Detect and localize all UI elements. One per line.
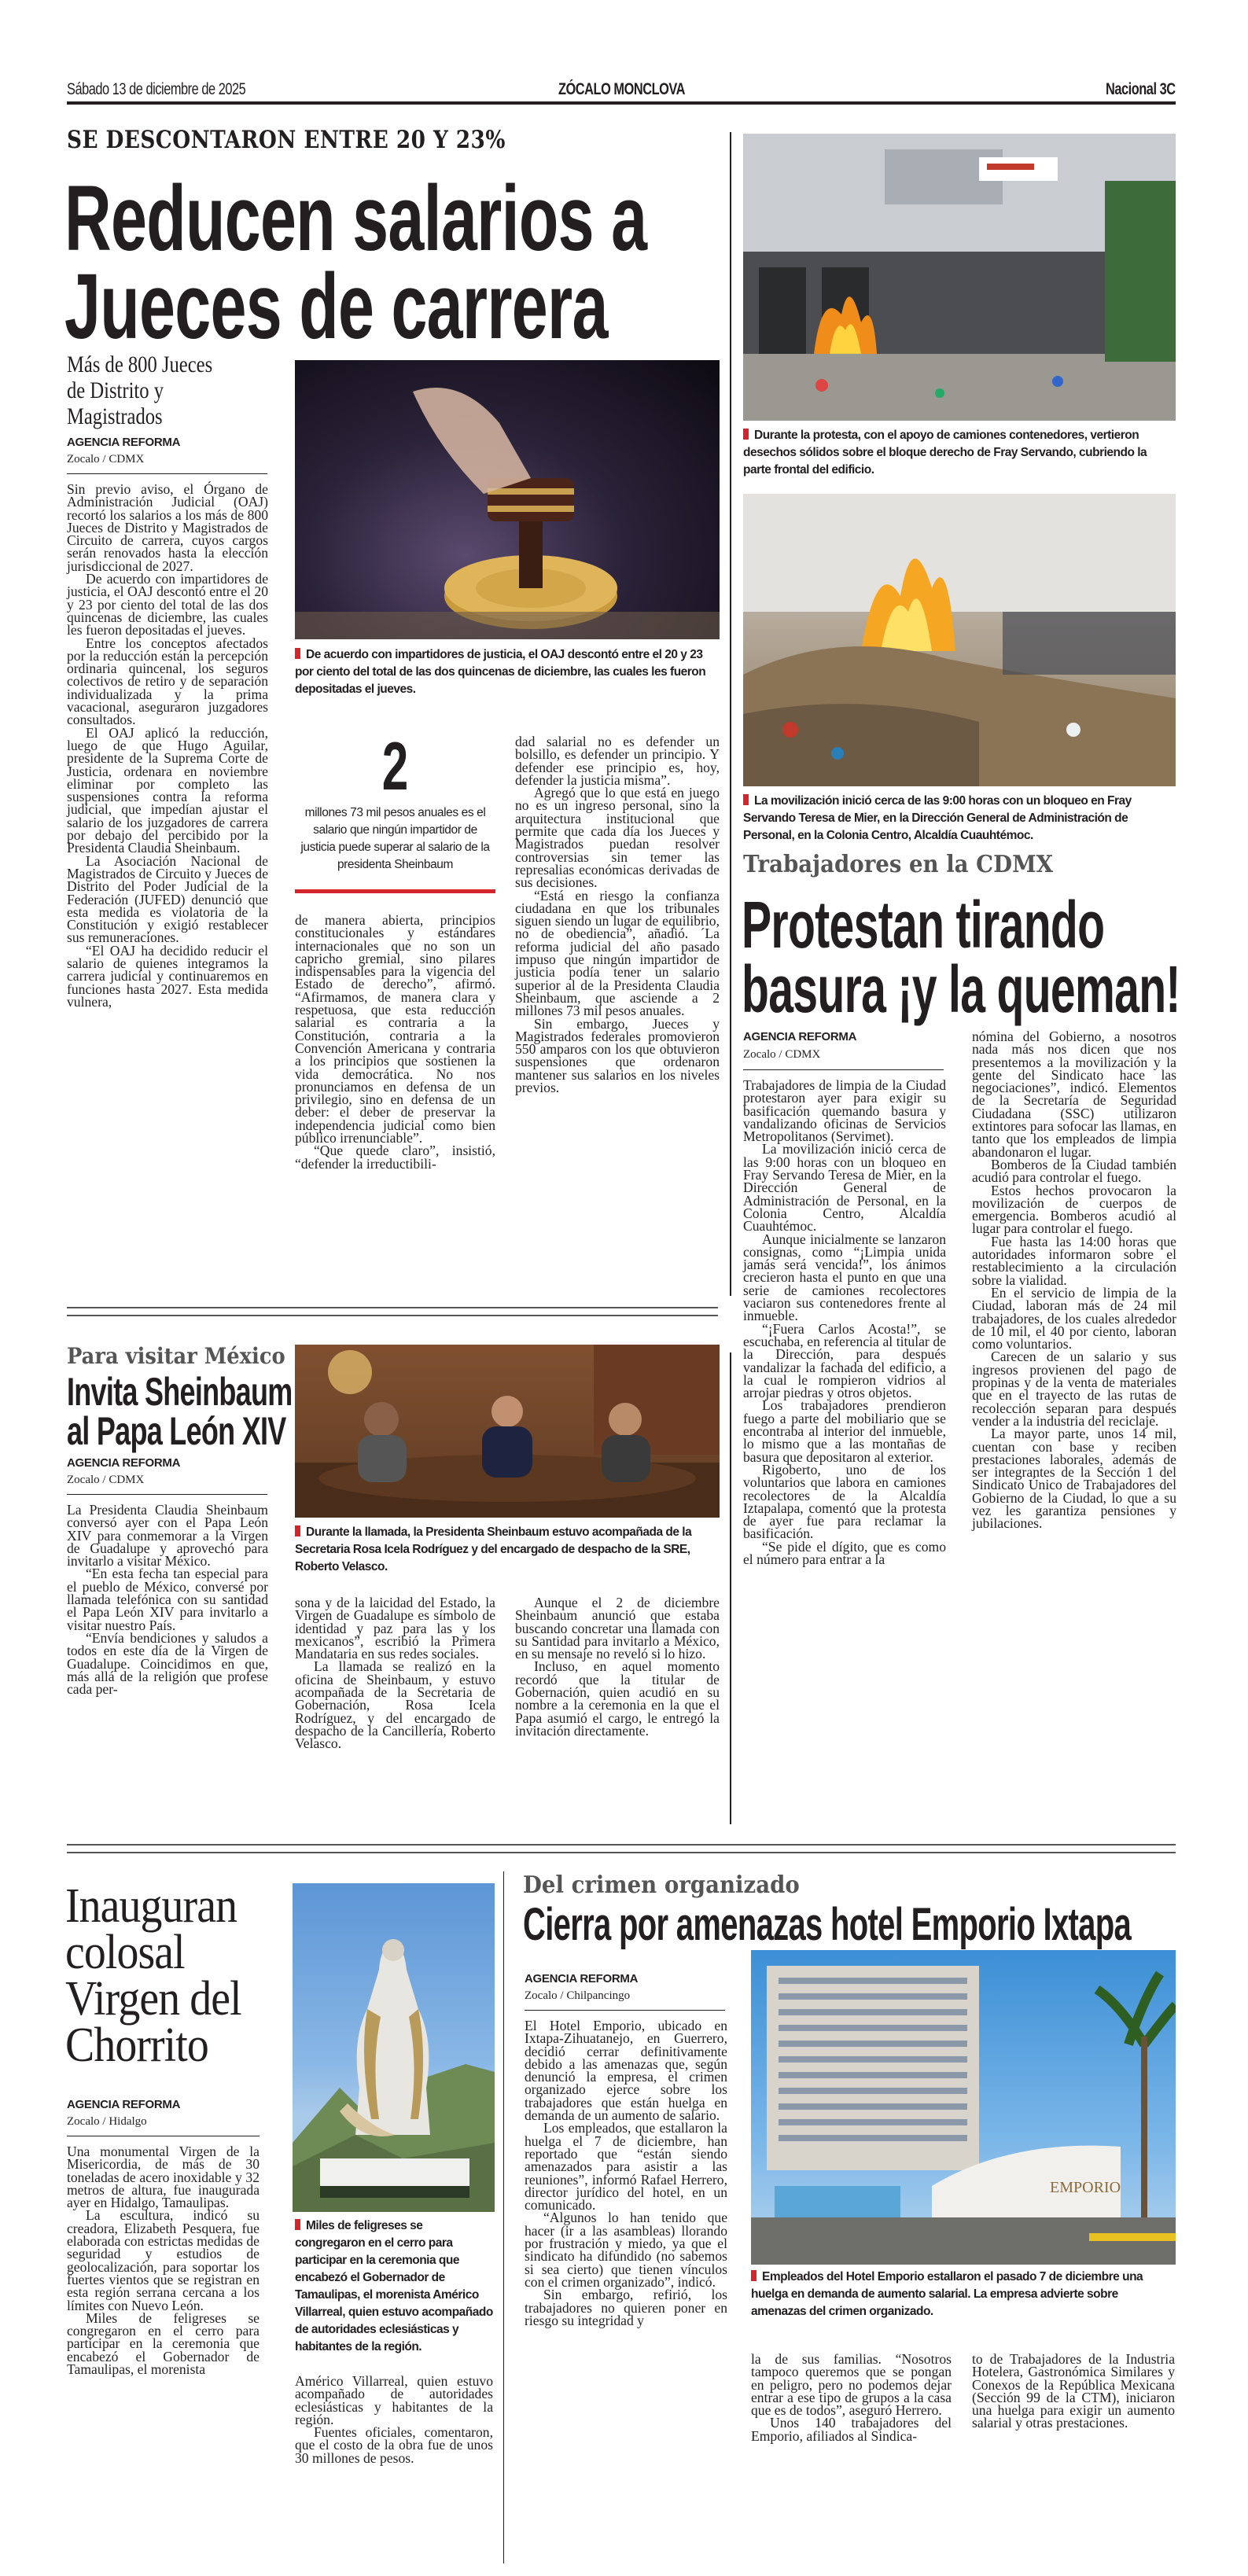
article-column: El Hotel Emporio, ubicado en Ixtapa-Zihuatanejo, en Guerrero, decidió cerrar definitivamente debido a las amenazas que, según denunció la empresa, el crimen organizado ejerce sobre los trabajadores que están huelga en demanda de un aumento de salario. Los empleados, que estallaron la huelga el 7 de diciembre, han reportado que “están siendo amenazados para asistir a las reuniones”, informó Rafael Herrero, director jurídico del hotel, en un comunicado. “Algunos lo han tenido que hacer (ir a las asambleas) llorando por frustración y miedo, ya que el sindicato ha difundido (no sabemos si sea cierto) que tienen vínculos con el crimen organizado”, indicó. Sin embargo, refirió, los trabajadores no quieren poner en riesgo su integridad y (525, 2018, 727, 2328)
meeting-icon (295, 1345, 720, 1518)
fire-at-building-photo (743, 134, 1176, 421)
stat-number: 2 (381, 729, 409, 804)
gavel-photo (295, 360, 720, 639)
fire-icon (743, 494, 1176, 786)
article-column: La Presidenta Claudia Sheinbaum conversó ayer con el Papa León XIV para conmemorar a la Virgen de Guadalupe y aprovechó para invitarlo a visitar México. “En esta fecha tan especial para el pueblo de México, conversé por llamada telefónica con su santidad el Papa León XIV para invitarlo a visitar nuestro País. “Envía bendiciones y saludos a todos en este día de la Virgen de Guadalupe. Coincidimos en que, más allá de la religión que profese cada per- (67, 1502, 268, 1698)
kicker: Para visitar México (67, 1343, 285, 1369)
article-column: Sin previo aviso, el Órgano de Administración Judicial (OAJ) recortó los salarios a los más de 800 Jueces de Distrito y Magistrados de Circuito de carrera, cuyos cargos serán renovados hasta la elección jurisdiccional de 2027. De acuerdo con impartidores de justicia, el OAJ descontó entre el 20 y 23 por ciento del total de las dos quincenas de diciembre, las cuales les fueron depositadas el jueves. Entre los conceptos afectados por la reducción están la percepción ordinaria quincenal, los seguros colectivos de retiro y de separación individualizada y la prima vacacional, aseguraron juzgadores consultados. El OAJ aplicó la reducción, luego de que Hugo Aguilar, presidente de la Suprema Corte de Justicia, ordenara en noviembre eliminar por completo las suspensiones contra la reforma judicial, que impedían ajustar el salario de los juzgadores de carrera por debajo del percibido por la Presidenta Claudia Sheinbaum. La Asociación Nacional de Magistrados de Circuito y Jueces de Distrito del Poder Judicial de la Federación (JUFED) denunció que esta medida es violatoria de la Constitución y exigió restablecer sus remuneraciones. “El OAJ ha decidido reducir el salario de quienes integramos la carrera judicial y continuaremos en funciones hasta 2027. Esta medida vulnera, (67, 481, 268, 1010)
headline (742, 888, 1180, 1026)
article-column: Américo Villarreal, quien estuvo acompañado de autoridades eclesiásticas y habitantes de la región. Fuentes oficiales, comentaron, que el costo de la obra fue de unos 30 millones de pesos. (295, 2373, 493, 2466)
photo-caption: Durante la protesta, con el apoyo de camiones contenedores, vertieron desechos sólidos sobre el bloque derecho de Fray Servando, cubriendo la parte frontal del edificio. (743, 429, 1147, 477)
stat-accent-bar (295, 889, 495, 893)
article-column: to de Trabajadores de la Industria Hotelera, Gastronómica Similares y Conexos de la República Mexicana (Sección 99 de la CTM), iniciaron una huelga para exigir un aumento salarial y otras prestaciones. (972, 2351, 1175, 2431)
byline: AGENCIA REFORMA (743, 1030, 857, 1043)
headline-line: colosal (65, 1926, 185, 1979)
publication-name: ZÓCALO MONCLOVA (558, 80, 686, 98)
byline: AGENCIA REFORMA (67, 2098, 181, 2111)
column-divider (503, 1871, 504, 2563)
article-column: Aunque el 2 de diciembre Sheinbaum anunció que estaba buscando concretar una llamada con su Santidad para invitarlo a México, en su mensaje no reveló si lo hizo. Incluso, en aquel momento recordó que la titular de Gobernación, quien acudió en su nombre a la ceremonia en la que el Papa asumió el cargo, le entregó la invitación directamente. (515, 1595, 720, 1739)
article-column: sona y de la laicidad del Estado, la Virgen de Guadalupe es símbolo de identidad y paz para las y los mexicanos”, escribió la Primera Mandataria en sus redes sociales. La llamada se realizó en la oficina de Sheinbaum, y estuvo acompañada de la Secretaria de Gobernación, Rosa Icela Rodríguez, y del encargado de despacho de la Cancillería, Roberto Velasco. (295, 1595, 495, 1752)
gavel-icon (295, 360, 720, 639)
dateline: Zocalo / Hidalgo (67, 2115, 147, 2128)
article-column: dad salarial no es defender un bolsillo, es defender un principio. Y defender ese principio es, hoy, defender la justicia misma”. Agregó que lo que está en juego no es un ingreso personal, sino la arquitectura institucional que permite que cada día los Jueces y Magistrados puedan resolver controversias sin temer las represalias económicas derivadas de sus decisiones. “Está en riesgo la confianza ciudadana en que los tribunales siguen siendo un lugar de equilibrio, no de obediencia”, añadió. ´La reforma judicial del año pasado impuso que ningún impartidor de justicia podía tener un salario superior al de la Presidenta Claudia Sheinbaum, que asciende a 2 millones 73 mil pesos anuales. Sin embargo, Jueces y Magistrados federales promovieron 550 amparos con los que obtuvieron suspensiones que ordenaron mantener sus salarios en los niveles previos. (515, 734, 720, 1096)
virgin-statue-photo (293, 1883, 495, 2212)
section-rule (67, 1315, 718, 1316)
hotel-emporio-photo (751, 1950, 1176, 2265)
byline-rule (743, 1069, 944, 1070)
dateline: Zocalo / CDMX (67, 1474, 145, 1486)
photo-caption: Miles de feligreses se congregaron en el cerro para participar en la ceremonia que encabezó el Gobernador de Tamaulipas, el morenista Américo Villarreal, quien estuvo acompañado de autoridades eclesiásticas y habitantes de la región. (295, 2219, 493, 2353)
section-rule (67, 1307, 718, 1308)
article-column: Una monumental Virgen de la Misericordia, de más de 30 toneladas de acero inoxidable y 32 metros de altura, fue inaugurada ayer en Hidalgo, Tamaulipas. La escultura, indicó su creadora, Elizabeth Pesquera, fue elaborada con estrictas medidas de seguridad y estudios de geolocalización, para soportar los fuertes vientos que se registran en esta región serrana cercana a los límites con Nuevo León. Miles de feligreses se congregaron en el cerro para participar en la ceremonia que encabezó el Gobernador de Tamaulipas, el morenista (67, 2144, 260, 2378)
caption-marker-icon (295, 1525, 300, 1536)
dateline: Zocalo / CDMX (743, 1048, 821, 1061)
headline-line: Invita Sheinbaum (67, 1370, 293, 1414)
headline (65, 1879, 249, 2072)
section-rule (67, 1844, 1176, 1846)
headline-line: Chorrito (65, 2018, 208, 2072)
headline-line: Virgen del (65, 1972, 241, 2026)
headline-line: Protestan tirando (742, 888, 1105, 962)
section-page: Nacional 3C (1106, 80, 1176, 98)
header-rule (67, 101, 1176, 105)
photo-caption: De acuerdo con impartidores de justicia, el OAJ descontó entre el 20 y 23 por ciento del total de las dos quincenas de diciembre, las cuales les fueron depositadas el jueves. (295, 648, 706, 696)
subtitle: Más de 800 Jueces de Distrito y Magistrados (67, 351, 213, 429)
headline-line: al Papa León XIV (67, 1409, 286, 1453)
hotel-building-icon (751, 1950, 1176, 2265)
sheinbaum-office-photo (295, 1345, 720, 1518)
article-column: nómina del Gobierno, a nosotros nada más nos dicen que nos presentemos a la movilización y la gente del Sindicato hace las negociaciones”, indicó. Elementos de la Secretaría de Seguridad Ciudadana (SSC) utilizaron extintores para sofocar las llamas, en tanto que los empleados de limpia abandonaron el lugar. Bomberos de la Ciudad también acudió para controlar el fuego. Estos hechos provocaron la movilización de cuerpos de emergencia. Bomberos acudió al lugar para controlar el fuego. Fue hasta las 14:00 horas que autoridades informaron sobre el restablecimiento a la circulación sobre la vialidad. En el servicio de limpia de la Ciudad, laboran más de 24 mil trabajadores, de los cuales alrededor de 10 mil, el 40 por ciento, laboran como voluntarios. Carecen de un salario y sus ingresos provienen del pago de propinas y de la venta de materiales que en el trayecto de las rutas de recolección separan para después vender a la industria del reciclaje. La mayor parte, unos 14 mil, cuentan con base y reciben prestaciones laborales, además de ser integrantes de la Sección 1 del Sindicato Único de Trabajadores del Gobierno de la Ciudad, lo que a su vez les garantiza pensiones y jubilaciones. (972, 1029, 1176, 1532)
byline: AGENCIA REFORMA (67, 436, 181, 449)
dateline: Zocalo / Chilpancingo (525, 1989, 631, 2002)
kicker: Trabajadores en la CDMX (743, 851, 1054, 878)
headline (67, 1372, 293, 1451)
kicker: SE DESCONTARON ENTRE 20 Y 23% (67, 126, 506, 154)
byline: AGENCIA REFORMA (67, 1456, 181, 1470)
kicker: Del crimen organizado (523, 1871, 800, 1899)
headline (64, 167, 647, 359)
issue-date: Sábado 13 de diciembre de 2025 (67, 80, 246, 98)
headline-line: basura ¡y la queman! (742, 952, 1180, 1026)
article-column: de manera abierta, principios constitucionales y estándares internacionales que no son un capricho gremial, sino pilares indispensables para la vigencia del Estado de derecho”, afirmó. “Afirmamos, de manera clara y respetuosa, que esta reducción salarial es contraria a la Constitución, contraria a la Convención Americana y contraria a los principios que sostienen la vida democrática. No nos pronunciamos en defensa de un privilegio, sino en defensa de un deber: el deber de preservar la independencia judicial como bien público irrenunciable”. “Que quede claro”, insistió, “defender la irreductibili- (295, 912, 495, 1172)
article-column: la de sus familias. “Nosotros tampoco queremos que se pongan en peligro, pero no podemos dejar entrar a ese tipo de grupos a la casa que es de todos”, aseguró Herrero. Unos 140 trabajadores del Emporio, afiliados al Sindica- (751, 2351, 952, 2444)
caption-marker-icon (751, 2270, 757, 2281)
photo-caption: La movilización inició cerca de las 9:00 horas con un bloqueo en Fray Servando Teresa de Mier, en la Dirección General de Administración de Personal, en la Colonia Centro, Alcaldía Cuauhtémoc. (743, 794, 1132, 842)
caption-marker-icon (743, 794, 749, 805)
section-rule (67, 1852, 1176, 1853)
caption-marker-icon (295, 2219, 300, 2230)
article-column: Trabajadores de limpia de la Ciudad protestaron ayer para exigir su basificación quemando basura y vandalizando oficinas de Servicios Metropolitanos (Servimet). La movilización inició cerca de las 9:00 horas con un bloqueo en Fray Servando Teresa de Mier, en la Dirección General de Administración de Personal, en la Colonia Centro, Alcaldía Cuauhtémoc. Aunque inicialmente se lanzaron consignas, como “¡Limpia unida jamás será vencida!”, los ánimos crecieron hasta el punto en que una serie de camiones recolectores vaciaron sus contenedores frente al inmueble. “¡Fuera Carlos Acosta!”, se escuchaba, en referencia al titular de la Dirección, para después vandalizar la fachada del edificio, a la cual le rompieron vidrios al arrojar piedras y otros objetos. Los trabajadores prendieron fuego a parte del mobiliario que se encontraba al interior del inmueble, lo mismo que a las montañas de basura que depositaron al exterior. Rigoberto, uno de los voluntarios que labora en camiones recolectores de la Alcaldía Iztapalapa, comentó que la protesta de ayer fue para reclamar la basificación. “Se pide el dígito, que es como el número para entrar a la (743, 1077, 946, 1567)
svg-text:EMPORIO: EMPORIO (1050, 2179, 1121, 2196)
column-divider (730, 1352, 731, 1824)
building-fire-icon (743, 134, 1176, 421)
stat-box (295, 729, 495, 893)
burning-garbage-photo (743, 494, 1176, 786)
caption-marker-icon (295, 648, 300, 659)
page-header (67, 77, 1176, 104)
stat-text: millones 73 mil pesos anuales es el salario que ningún impartidor de justicia puede superar al salario de la presidenta Sheinbaum (300, 806, 490, 871)
headline-line: Jueces de carrera (64, 255, 608, 359)
headline-line: Reducen salarios a (64, 167, 647, 270)
headline: Cierra por amenazas hotel Emporio Ixtapa (523, 1899, 1132, 1950)
caption-marker-icon (743, 429, 749, 440)
byline-rule (67, 1494, 267, 1495)
headline-line: Inauguran (65, 1879, 237, 1933)
dateline: Zocalo / CDMX (67, 453, 145, 466)
statue-icon (293, 1883, 495, 2212)
photo-caption: Durante la llamada, la Presidenta Sheinbaum estuvo acompañada de la Secretaria Rosa Icela Rodríguez y del encargado de despacho de la SRE, Roberto Velasco. (295, 1525, 692, 1573)
byline-rule (67, 473, 267, 474)
byline-rule (525, 2010, 725, 2011)
column-divider (730, 132, 731, 1296)
byline: AGENCIA REFORMA (525, 1972, 639, 1985)
photo-caption: Empleados del Hotel Emporio estallaron el pasado 7 de diciembre una huelga en demanda de aumento salarial. La empresa advierte sobre amenazas del crimen organizado. (751, 2270, 1143, 2318)
